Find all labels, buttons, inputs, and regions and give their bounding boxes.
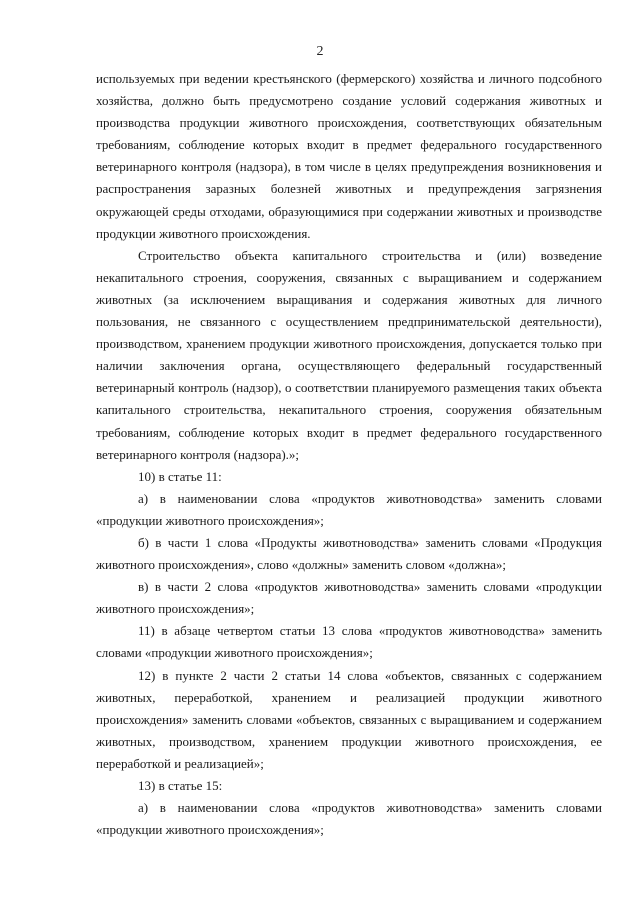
paragraph-item-10a: а) в наименовании слова «продуктов животноводства» заменить словами «продукции животного происхождения»; [96, 490, 602, 528]
paragraph-item-10b: б) в части 1 слова «Продукты животноводства» заменить словами «Продукция животного происхождения», слово «должны» заменить словом «должна»; [96, 534, 602, 573]
paragraph-item-13: 13) в статье 15: [138, 778, 223, 793]
document-body [96, 68, 602, 841]
paragraph-item-12: 12) в пункте 2 части 2 статьи 14 слова «объектов, связанных с содержанием животных, переработкой, хранением и реализацией продукции животного происхождения» заменить словами «объектов, связанных с выращиванием и содержанием животных, производством, хранением продукции животного происхождения, ее переработкой и реализацией»; [96, 667, 602, 771]
paragraph-item-13a: а) в наименовании слова «продуктов животноводства» заменить словами «продукции животного происхождения»; [96, 800, 602, 838]
page-number: 2 [316, 44, 324, 59]
paragraph-item-10v: в) в части 2 слова «продуктов животноводства» заменить словами «продукции животного происхождения»; [96, 579, 602, 617]
paragraph-item-11: 11) в абзаце четвертом статьи 13 слова «продуктов животноводства» заменить словами «продукции животного происхождения»; [96, 623, 602, 661]
paragraph-item-10: 10) в статье 11: [138, 468, 222, 484]
paragraph-continuation: используемых при ведении крестьянского (фермерского) хозяйства и личного подсобного хозяйства, должно быть предусмотрено создание условий содержания животных и производства продукции животного происхождения, соответствующих обязательным требованиям, соблюдение которых входит в предмет федерального государственного ветеринарного контроля (надзора), в том числе в целях предупреждения возникновения и распространения заразных болезней животных и предупреждения загрязнения окружающей среды отходами, образующимися при содержании животных и производстве продукции животного происхождения. [96, 71, 602, 241]
paragraph-construction: Строительство объекта капитального строительства и (или) возведение некапитального строения, сооружения, связанных с выращиванием и содержанием животных (за исключением выращивания и содержания животных для личного пользования, не связанного с осуществлением предпринимательской деятельности), производством, хранением продукции животного происхождения, допускается только при наличии заключения органа, осуществляющего федеральный государственный ветеринарный контроль (надзор), о соответствии планируемого размещения таких объекта капитального строительства, некапитального строения, сооружения обязательным требованиям, соблюдение которых входит в предмет федерального государственного ветеринарного контроля (надзора).»; [96, 247, 602, 462]
